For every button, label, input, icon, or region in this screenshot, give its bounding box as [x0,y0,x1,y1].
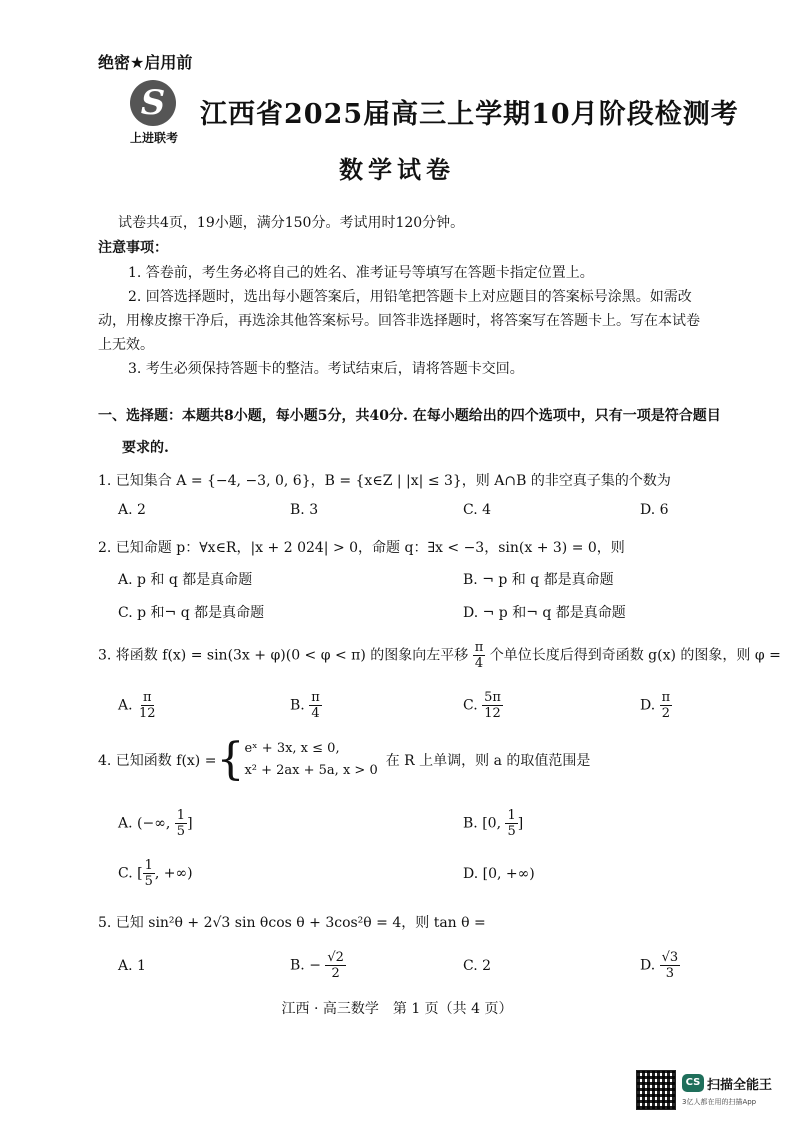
scanner-app-name: 扫描全能王 [707,1078,773,1093]
q4-option-d: D. [0, +∞) [463,866,535,882]
q4-option-b [463,808,523,839]
q3-shift-fraction [473,640,486,671]
logo-text: 上进联考 [129,131,178,145]
note-2-line-2: 动，用橡皮擦干净后，再选涂其他答案标号。回答非选择题时，将答案写在答题卡上。写在本试卷 [98,313,700,329]
fraction-denominator: 5 [176,824,186,839]
q3-stem [98,640,781,671]
option-label: B. [290,697,305,714]
option-label: A. [118,815,133,832]
section-heading-line-1: 一、选择题：本题共8小题，每小题5分，共40分. 在每小题给出的四个选项中，只有一项是符合题目 [98,408,721,424]
option-fraction [143,858,155,889]
page-footer: 江西 · 高三数学 第 1 页（共 4 页） [281,1001,513,1017]
note-2-line-3: 上无效。 [98,337,154,353]
q4-case-2: x² + 2ax + 5a, x > 0 [244,763,378,778]
q4-option-c [118,858,193,889]
q1-option-c: C. 4 [463,502,492,518]
notes-title: 注意事项： [98,240,168,256]
fraction-denominator: 12 [139,706,156,721]
fraction-numerator: 1 [507,808,516,823]
q1-option-d: D. 6 [640,502,669,518]
option-fraction [175,808,187,839]
q5-stem: 5. 已知 sin²θ + 2√3 sin θcos θ + 3cos²θ = 4，则 tan θ = [98,915,486,931]
scanner-tagline: 3亿人都在用的扫描App [682,1098,757,1106]
option-label: C. [463,697,478,714]
q4-case-1: eˣ + 3x, x ≤ 0, [244,741,340,756]
section-heading-line-2: 要求的. [122,440,169,456]
fraction-numerator: √2 [327,950,344,965]
fraction-denominator: 3 [665,966,675,981]
fraction-numerator: 5π [484,690,501,705]
q2-option-a: A. p 和 q 都是真命题 [118,572,253,588]
q3-option-a [118,690,158,721]
q3-option-c [463,690,503,721]
fraction-numerator: 1 [144,858,153,873]
q2-stem: 2. 已知命题 p：∀x∈R，|x + 2 024| > 0，命题 q：∃x < −3，sin(x + 3) = 0，则 [98,540,625,556]
q5-option-c: C. 2 [463,958,492,974]
q4-piecewise [244,738,377,782]
q4-option-a [118,808,193,839]
logo-s-icon: S [130,80,176,126]
fraction-denominator: 2 [331,966,340,981]
note-1: 1. 答卷前，考生务必将自己的姓名、准考证号等填写在答题卡指定位置上。 [128,265,594,281]
q2-option-b: B. ¬ p 和 q 都是真命题 [463,572,614,588]
q4-stem [98,734,591,785]
q3-stem-post: 个单位长度后得到奇函数 g(x) 的图象，则 φ = [489,647,781,664]
exam-subtitle: 数学试卷 [339,155,455,184]
camscanner-logo-icon: CS [682,1074,704,1092]
q5-option-a: A. 1 [118,958,146,974]
option-open: [ [137,865,143,882]
q2-option-c: C. p 和¬ q 都是真命题 [118,605,265,621]
option-fraction [482,690,503,721]
option-close: ] [517,815,524,832]
option-label: D. [640,697,656,714]
option-fraction [660,950,681,981]
fraction-denominator: 12 [484,706,501,721]
option-fraction [137,690,158,721]
q4-stem-post: 在 R 上单调，则 a 的取值范围是 [385,753,591,769]
option-label: D. [640,957,656,974]
option-label: B. − [290,957,321,974]
option-fraction [309,690,322,721]
option-open: [0, [482,815,506,832]
exam-title: 江西省2025届高三上学期10月阶段检测考 [200,99,739,130]
fraction-numerator: π [311,690,320,705]
confidential-label: 绝密★启用前 [98,53,193,72]
q4-stem-pre: 4. 已知函数 f(x) = [98,753,217,769]
fraction-numerator: 1 [176,808,186,823]
fraction-denominator: 2 [661,706,671,721]
fraction-denominator: 4 [474,656,484,671]
fraction-denominator: 5 [507,824,516,839]
option-fraction [505,808,517,839]
exam-logo [122,80,186,150]
note-3: 3. 考生必须保持答题卡的整洁。考试结束后，请将答题卡交回。 [128,361,524,377]
fraction-numerator: π [661,690,671,705]
q3-stem-pre: 3. 将函数 f(x) = sin(3x + φ)(0 < φ < π) 的图象向左平移 [98,647,469,664]
option-label: B. [463,815,478,832]
q3-option-d [640,690,672,721]
option-label: A. [118,697,133,714]
fraction-numerator: π [143,690,152,705]
piecewise-brace: { [216,734,245,785]
q1-stem: 1. 已知集合 A = {−4, −3, 0, 6}，B = {x∈Z | |x| ≤ 3}，则 A∩B 的非空真子集的个数为 [98,473,671,489]
q1-option-b: B. 3 [290,502,319,518]
fraction-numerator: √3 [661,950,679,965]
option-close: ] [187,815,193,832]
q2-option-d: D. ¬ p 和¬ q 都是真命题 [463,605,626,621]
note-2-line-1: 2. 回答选择题时，选出每小题答案后，用铅笔把答题卡上对应题目的答案标号涂黑。如需改 [128,289,692,305]
fraction-denominator: 5 [144,874,153,889]
option-fraction [660,690,673,721]
option-close: , +∞) [154,865,193,882]
qr-code-icon [636,1070,676,1110]
option-fraction [325,950,346,981]
q3-option-b [290,690,322,721]
q1-option-a: A. 2 [118,502,146,518]
q5-option-b [290,950,346,981]
exam-info: 试卷共4页，19小题，满分150分。考试用时120分钟。 [118,215,465,231]
option-label: C. [118,865,133,882]
fraction-numerator: π [474,640,484,655]
option-open: (−∞, [137,815,175,832]
q5-option-d [640,950,680,981]
fraction-denominator: 4 [311,706,320,721]
